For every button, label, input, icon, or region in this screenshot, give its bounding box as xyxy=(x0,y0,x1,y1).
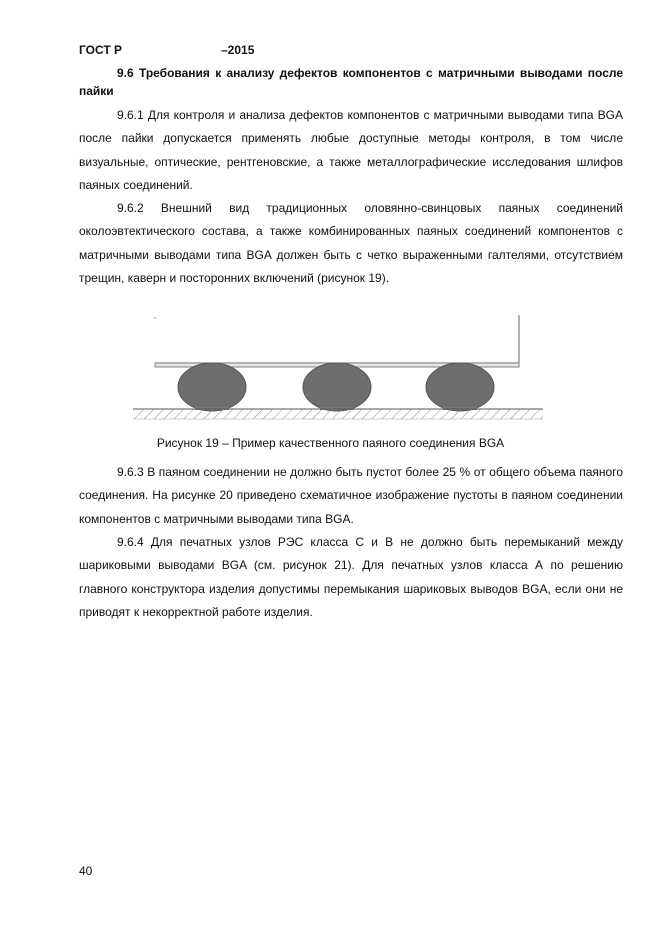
paragraph-9-6-1: 9.6.1 Для контроля и анализа дефектов компонентов с матричными выводами типа BGA после пайки допускается применять любые доступные методы контроля, в том числе визуальные, оптические, рентгеновские, а также металлографические исследования шлифов паяных соединений. xyxy=(79,108,623,192)
paragraph-9-6-3: 9.6.3 В паяном соединении не должно быть пустот более 25 % от общего объема паяного соединения. На рисунке 20 приведено схематичное изображение пустоты в паяном соединении компонентов с матричными выводами типа BGA. xyxy=(79,465,623,526)
paragraph-9-6-2: 9.6.2 Внешний вид традиционных оловянно-свинцовых паяных соединений околоэвтектического состава, а также комбинированных паяных соединений компонентов с матричными выводами типа BGA должен быть с четко выраженными галтелями, отсутствием трещин, каверн и посторонних включений (рисунок 19). xyxy=(79,201,623,285)
standard-label: ГОСТ Р xyxy=(79,43,123,57)
solder-ball xyxy=(178,363,246,411)
solder-ball xyxy=(303,363,371,411)
document-header xyxy=(79,43,255,57)
page-number: 40 xyxy=(79,864,93,878)
bga-solder-joint-figure xyxy=(133,311,543,423)
pcb-board xyxy=(133,409,543,419)
bga-component-body xyxy=(155,315,519,367)
solder-ball xyxy=(426,363,494,411)
standard-year: –2015 xyxy=(221,43,255,57)
section-title: 9.6 Требования к анализу дефектов компонентов с матричными выводами после пайки xyxy=(79,66,623,98)
figure-caption: Рисунок 19 – Пример качественного паяного соединения BGA xyxy=(156,436,505,450)
paragraph-9-6-4: 9.6.4 Для печатных узлов РЭС класса С и В не должно быть перемыканий между шариковыми выводами BGA (см. рисунок 21). Для печатных узлов класса А по решению главного конструктора изделия допустимы перемыкания шариковых выводов BGA, если они не приводят к некорректной работе изделия. xyxy=(79,535,623,619)
